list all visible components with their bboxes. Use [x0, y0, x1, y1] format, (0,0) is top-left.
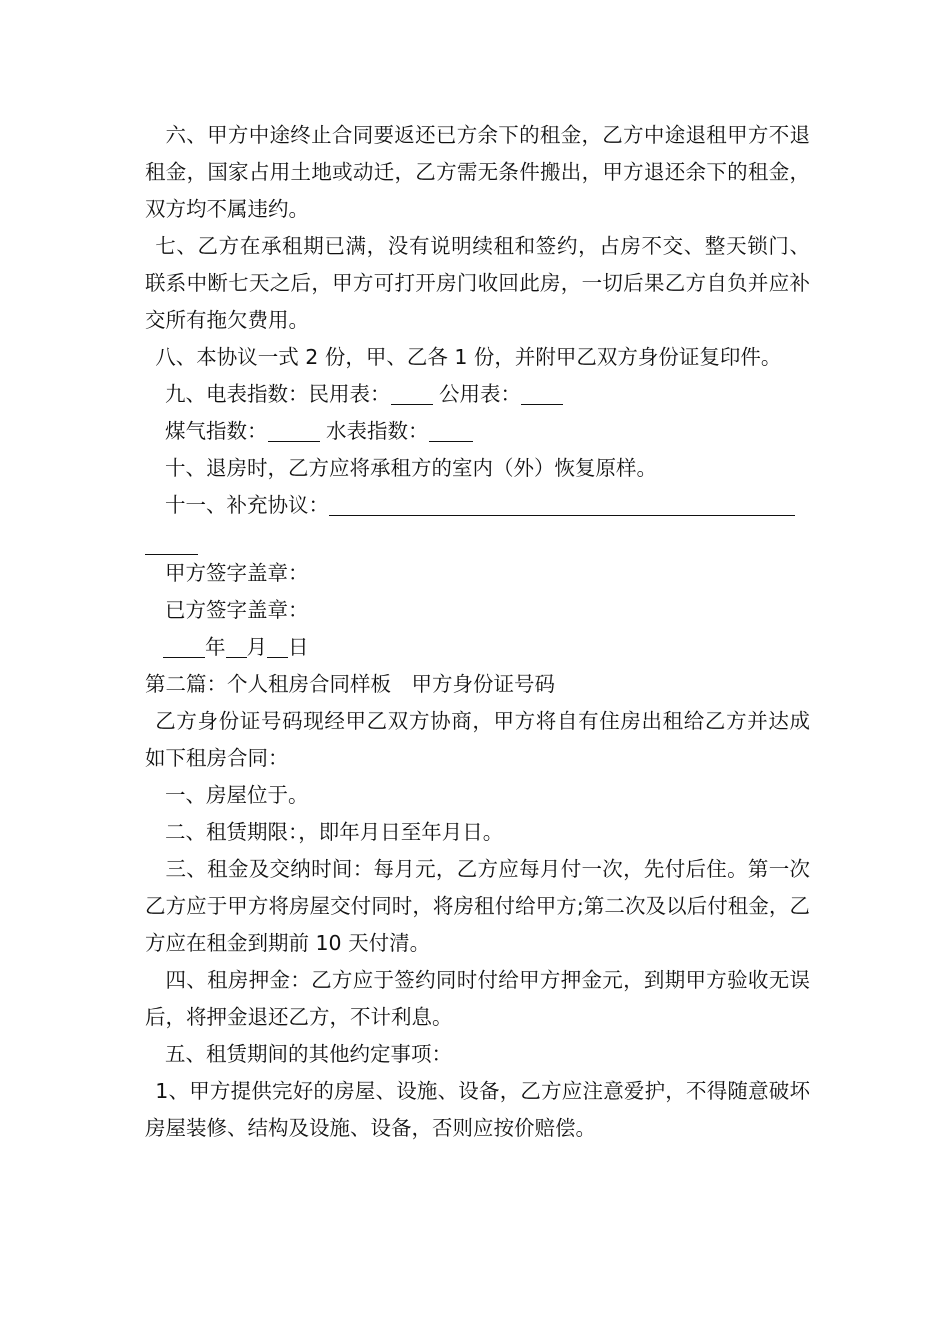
- party-b-signature: 已方签字盖章：: [165, 598, 309, 622]
- contract-clause-5: 五、租赁期间的其他约定事项：: [165, 1042, 452, 1066]
- gas-meter-label: 煤气指数：: [165, 419, 268, 443]
- year-blank: [163, 635, 205, 658]
- part-two-title: 第二篇：个人租房合同样板 甲方身份证号码: [145, 672, 555, 696]
- supplement-blank: [329, 493, 795, 516]
- day-label: 日: [288, 635, 309, 659]
- part-two-intro: 乙方身份证号码现经甲乙双方协商，甲方将自有住房出租给乙方并达成如下租房合同：: [145, 709, 810, 770]
- contract-clause-5-1: 1、甲方提供完好的房屋、设施、设备，乙方应注意爱护，不得随意破坏房屋装修、结构及设施、设备，否则应按价赔偿。: [145, 1079, 810, 1140]
- document-body: [145, 117, 810, 1147]
- clause-11: [145, 487, 810, 524]
- public-meter-blank: [521, 382, 563, 405]
- contract-clause-1: 一、房屋位于。: [165, 783, 309, 807]
- public-meter-label: 公用表：: [439, 382, 522, 406]
- clause-6: 六、甲方中途终止合同要返还已方余下的租金，乙方中途退租甲方不退租金，国家占用土地或动迁，乙方需无条件搬出，甲方退还余下的租金，双方均不属违约。: [145, 123, 810, 221]
- civil-meter-blank: [391, 382, 433, 405]
- supplement-label: 十一、补充协议：: [165, 493, 329, 517]
- month-label: 月: [246, 635, 267, 659]
- meter-readings: [145, 413, 810, 450]
- clause-9: [145, 376, 810, 413]
- clause-7: 七、乙方在承租期已满，没有说明续租和签约，占房不交、整天锁门、联系中断七天之后，甲方可打开房门收回此房，一切后果乙方自负并应补交所有拖欠费用。: [145, 234, 810, 332]
- sign-date: [145, 629, 810, 666]
- month-blank: [226, 635, 247, 658]
- water-meter-label: 水表指数：: [326, 419, 429, 443]
- clause-8: 八、本协议一式 2 份，甲、乙各 1 份，并附甲乙双方身份证复印件。: [155, 345, 782, 369]
- year-label: 年: [205, 635, 226, 659]
- day-blank: [267, 635, 288, 658]
- clause-10: 十、退房时，乙方应将承租方的室内（外）恢复原样。: [165, 456, 657, 480]
- contract-clause-4: 四、租房押金：乙方应于签约同时付给甲方押金元，到期甲方验收无误后，将押金退还乙方，不计利息。: [145, 968, 810, 1029]
- party-a-signature: 甲方签字盖章：: [165, 561, 309, 585]
- gas-meter-blank: [268, 419, 320, 442]
- contract-clause-3: 三、租金及交纳时间：每月元，乙方应每月付一次，先付后住。第一次乙方应于甲方将房屋交付同时，将房租付给甲方;第二次及以后付租金，乙方应在租金到期前 10 天付清。: [145, 857, 810, 955]
- electric-meter-label: 九、电表指数：民用表：: [165, 382, 391, 406]
- supplement-blank-continued: [145, 524, 198, 555]
- water-meter-blank: [429, 419, 473, 442]
- contract-clause-2: 二、租赁期限：，即年月日至年月日。: [165, 820, 504, 844]
